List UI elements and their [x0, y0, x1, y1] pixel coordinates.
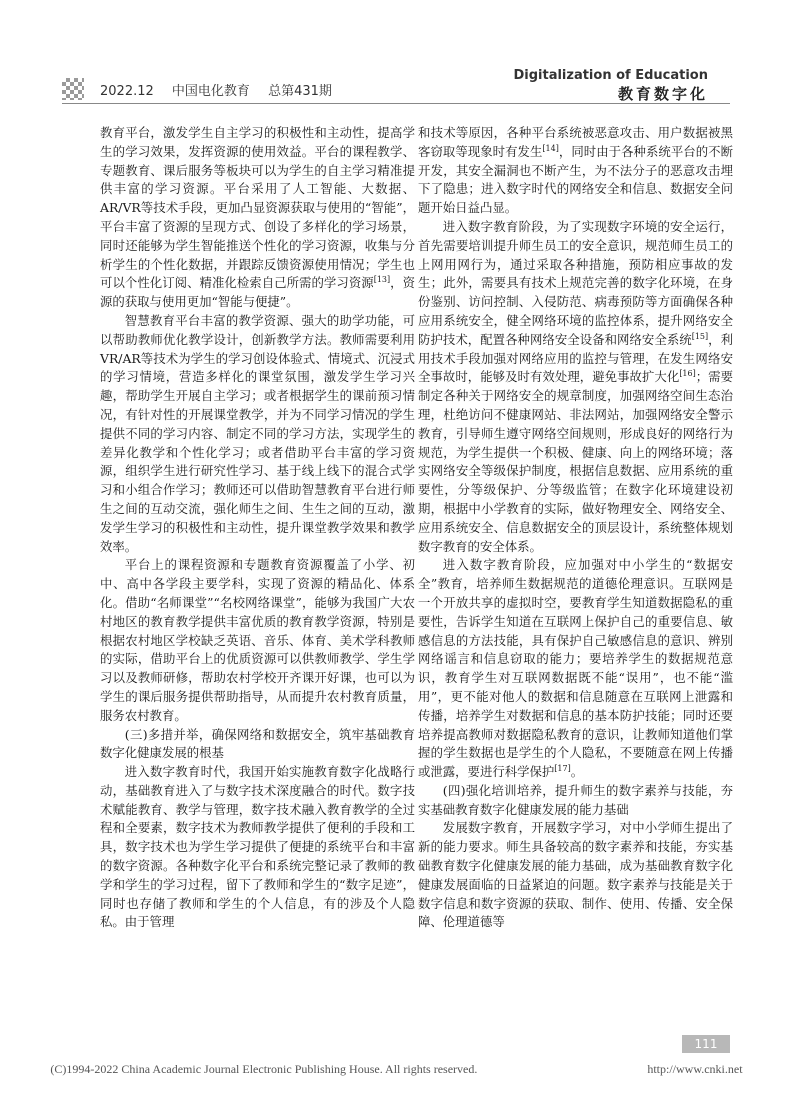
paragraph — [100, 726, 415, 764]
section-title-en: Digitalization of Education — [513, 68, 708, 83]
paragraph-text: 进入数字教育时代，我国开始实施教育数字化战略行动，基础教育进入了与数字技术深度融合的时代。数字技术赋能教育、教学与管理，数字技术融入教育教学的全过程和全要素，数字技术为教师教学提供了便利的手段和工具，数字技术也为学生学习提供了便捷的系统平台和丰富的数字资源。各种数字化平台和系统完整记录了教师的教学和学生的学习过程，留下了教师和学生的“数字足迹”，同时也存储了教师和学生的个人信息，有的涉及个人隐私。由于管理 — [100, 764, 415, 930]
paragraph-text: ，同时由于各种系统平台的不断开发，其安全漏洞也不断产生，为不法分子的恶意攻击埋下了隐患；进入数字时代的网络安全和信息、数据安全问题开始日益凸显。 — [418, 143, 734, 216]
footer-url: http://www.cnki.net — [647, 1062, 743, 1076]
paragraph-text: 平台上的课程资源和专题教育资源覆盖了小学、初中、高中各学段主要学科，实现了资源的精品化、体系化。借助“名师课堂”“名校网络课堂”，能够为我国广大农村地区的教育教学提供丰富优质的教育教学资源，特别是根据农村地区学校缺乏英语、音乐、体育、美术学科教师的实际，借助平台上的优质资源可以供教师教学、学生学习以及教师研修，帮助农村学校开齐课开好课，也可以为学生的课后服务提供帮助指导，从而提升农村教育质量，服务农村教育。 — [100, 557, 415, 723]
journal-name: 中国电化教育 — [171, 84, 250, 99]
paragraph-text: 进入数字教育阶段，为了实现数字环境的安全运行，首先需要培训提升师生员工的安全意识，规范师生员工的上网用网行为，通过采取各种措施，预防相应事故的发生；此外，需要具有技术上规范完善的数字化环境，在身份鉴别、访问控制、入侵防范、病毒预防等方面确保各种应用系统安全，健全网络环境的监控体系，提升网络安全防护技术，配置各种网络安全设备和网络安全系统 — [418, 218, 733, 347]
section-brand — [513, 68, 708, 104]
paragraph-text: 教育平台，激发学生自主学习的积极性和主动性，提高学生的学习效果，发挥资源的使用效益。平台的课程教学、专题教育、课后服务等板块可以为学生的自主学习精准提供丰富的学习资源。平台采用了人工智能、大数据、AR/VR等技术手段，更加凸显资源获取与使用的“智能”，平台丰富了资源的呈现方式、创设了多样化的学习场景，同时还能够为学生智能推送个性化的学习资源，收集与分析学生的个性化数据，并跟踪反馈资源使用情况；学生也可以个性化订阅、精准化检索自己所需的学习资源 — [100, 125, 415, 291]
issue-date: 2022.12 — [100, 84, 154, 99]
paragraph — [418, 819, 733, 932]
paragraph — [418, 556, 733, 782]
paragraph — [100, 124, 415, 312]
citation-ref: [14] — [542, 143, 559, 153]
page-header — [0, 0, 793, 110]
footer-copyright: (C)1994-2022 China Academic Journal Electronic Publishing House. All rights reserved. — [50, 1062, 478, 1076]
left-column — [100, 124, 415, 932]
paragraph — [418, 218, 733, 556]
paragraph-text: (三)多措并举，确保网络和数据安全，筑牢基础教育数字化健康发展的根基 — [100, 726, 415, 761]
header-rule — [62, 103, 730, 104]
paragraph-text: 和技术等原因，各种平台系统被恶意攻击、用户数据被黑客窃取等现象时有发生 — [418, 125, 733, 159]
paragraph-text: ，利用技术手段加强对网络应用的监控与管理，在发生网络安全事故时，能够及时有效处理，避免事故扩大化 — [418, 331, 734, 385]
checker-decoration — [62, 78, 84, 100]
paragraph — [418, 124, 733, 218]
issue-info — [100, 80, 346, 99]
right-column — [418, 124, 733, 932]
page-number: 111 — [682, 1035, 730, 1053]
citation-ref: [16] — [679, 369, 696, 379]
paragraph-text: 发展数字教育，开展数字学习，对中小学师生提出了新的能力要求。师生具备较高的数字素养和技能，夯实基础教育数字化健康发展的能力基础，成为基础教育数字化健康发展面临的日益紧迫的问题。数字素养与技能是关于数字信息和数字资源的获取、制作、使用、传播、安全保障、伦理道德等 — [418, 820, 733, 930]
citation-ref: [17] — [554, 763, 571, 773]
paragraph-text: ，资源的获取与使用更加“智能与便捷”。 — [100, 275, 416, 310]
section-title-cn: 教育数字化 — [617, 85, 708, 103]
citation-ref: [15] — [691, 331, 709, 341]
paragraph — [418, 782, 733, 820]
issue-number: 总第431期 — [268, 84, 332, 99]
citation-ref: [13] — [373, 275, 391, 285]
footer — [0, 1062, 793, 1077]
paragraph — [100, 763, 415, 932]
paragraph-text: ；需要制定各种关于网络安全的规章制度，加强网络空间生态治理，杜绝访问不健康网站、非法网站，加强网络安全警示教育，引导师生遵守网络空间规则，形成良好的网络行为规范，为学生提供一个积极、健康、向上的网络环境；落实网络安全等级保护制度，根据信息数据、应用系统的重要性，分等级保护、分等级监管；在数字化环境建设初期，根据中小学教育的实际，做好物理安全、网络安全、应用系统安全、信息数据安全的顶层设计，系统整体规划数字教育的安全体系。 — [418, 369, 734, 554]
paragraph — [100, 556, 415, 725]
paragraph-text: (四)强化培训培养，提升师生的数字素养与技能，夯实基础教育数字化健康发展的能力基础 — [418, 782, 733, 817]
paragraph-text: 。 — [570, 764, 584, 780]
paragraph — [100, 312, 415, 556]
paragraph-text: 进入数字教育阶段，应加强对中小学生的“数据安全”教育，培养师生数据规范的道德伦理意识。互联网是一个开放共享的虚拟时空，要教育学生知道数据隐私的重要性，告诉学生知道在互联网上保护自己的重要信息、敏感信息的方法技能，具有保护自己敏感信息的意识、辨别网络谣言和信息窃取的能力；要培养学生的数据规范意识，教育学生对互联网数据既不能“误用”，也不能“滥用”，更不能对他人的数据和信息随意在互联网上泄露和传播，培养学生对数据和信息的基本防护技能；同时还要培养提高教师对数据隐私教育的意识，让教师知道他们掌握的学生数据也是学生的个人隐私，不要随意在网上传播或泄露，要进行科学保护 — [418, 557, 733, 780]
paragraph-text: 智慧教育平台丰富的教学资源、强大的助学功能，可以帮助教师优化教学设计，创新教学方法。教师需要利用VR/AR等技术为学生的学习创设体验式、情境式、沉浸式的学习情境，营造多样化的课堂氛围，激发学生学习兴趣，帮助学生开展自主学习；或者根据学生的课前预习情况，有针对性的开展课堂教学，并为不同学习情况的学生提供不同的学习内容、制定不同的学习方法，实现学生的差异化教学和个性化学习；或者借助平台丰富的学习资源，组织学生进行研究性学习、基于线上线下的混合式学习和小组合作学习；教师还可以借助智慧教育平台进行师生之间的互动交流，强化师生之间、生生之间的互动，激发学生学习的积极性和主动性，提升课堂教学效果和教学效率。 — [100, 312, 415, 554]
